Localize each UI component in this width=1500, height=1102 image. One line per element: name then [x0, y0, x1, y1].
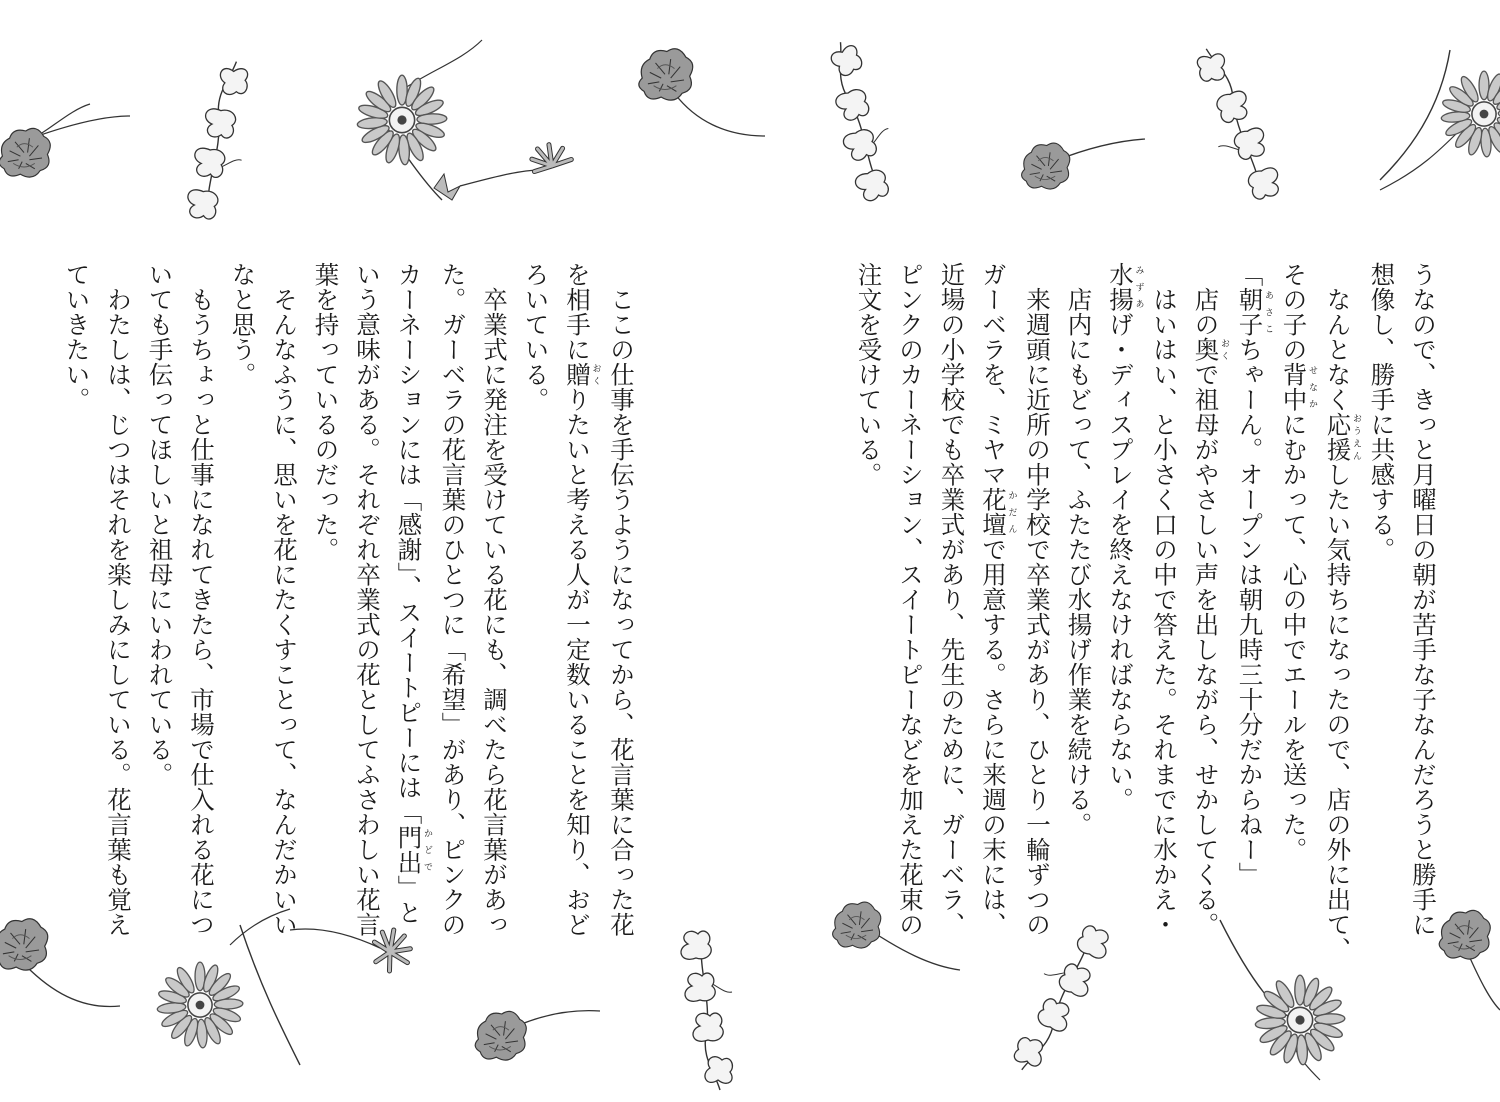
ruby-annotation: 朝子あさこ	[1235, 287, 1273, 337]
carnation-illustration	[995, 125, 1135, 205]
ruby-annotation: 応援おうえん	[1323, 412, 1361, 462]
text-line: もうちょっと仕事になれてきたら、市場で仕入れる花につ	[187, 262, 216, 937]
text-line: なんとなく応援おうえんしたい気持ちになったので、店の外に出て、	[1323, 262, 1361, 962]
text-line: そんなふうに、思いを花にたくすことって、なんだかいい	[270, 262, 299, 937]
text-line: はいはい、と小さく口の中で答えた。それまでに水かえ・	[1150, 262, 1179, 937]
sweetpea-illustration	[820, 28, 930, 198]
right-page	[750, 0, 1500, 1102]
carnation-illustration	[0, 100, 100, 200]
carnation-illustration	[0, 900, 110, 1020]
text-line: 水揚みずあげ・ディスプレイを終えなければならない。	[1106, 262, 1144, 812]
gerbera-small-illustration	[460, 140, 580, 200]
carnation-illustration	[615, 40, 755, 150]
text-line: 近場の小学校でも卒業式があり、先生のために、ガーベラ、	[937, 262, 967, 937]
ruby-annotation: 背中せなか	[1279, 362, 1317, 412]
text-line: その子の背中せなかにむかって、心の中でエールを送った。	[1279, 262, 1317, 862]
sweetpea-illustration	[1030, 915, 1150, 1085]
ruby-annotation: 水揚みずあ	[1106, 262, 1144, 312]
body-text	[56, 262, 642, 937]
text-line: いても手伝ってほしいと祖母にいわれている。	[145, 262, 175, 787]
text-line: 卒業式に発注を受けている花にも、調べたら花言葉があっ	[480, 262, 509, 937]
text-line: を相手に贈おくりたいと考える人が一定数いることを知り、おど	[563, 262, 601, 937]
ruby-annotation: 門出かどで	[394, 824, 432, 875]
text-line: ていきたい。	[62, 262, 92, 412]
sweetpea-illustration	[652, 920, 742, 1090]
text-line: カーネーションには「感謝」、スイートピーには「門出かどで」と	[394, 262, 432, 925]
text-line: いう意味がある。それぞれ卒業式の花としてふさわしい花言	[353, 262, 382, 937]
text-line: ガーベラを、ミヤマ花壇かだんで用意する。さらに来週の末には、	[979, 262, 1017, 937]
text-line: 「朝子あさこちゃーん。オープンは朝九時三十分だからねー」	[1235, 262, 1273, 887]
text-line: た。ガーベラの花言葉のひとつに「希望」があり、ピンクの	[438, 262, 468, 937]
sweetpea-illustration	[1190, 30, 1300, 200]
text-line: 注文を受けている。	[854, 262, 884, 487]
text-line: うなので、きっと月曜日の朝が苦手な子なんだろうと勝手に	[1409, 262, 1438, 937]
carnation-illustration	[450, 995, 600, 1075]
gerbera-illustration	[1370, 40, 1500, 190]
text-line: ピンクのカーネーション、スイートピーなどを加えた花束の	[896, 262, 925, 937]
text-line: 来週頭に近所の中学校で卒業式があり、ひとり一輪ずつの	[1023, 262, 1052, 937]
text-line: 店の奥おくで祖母がやさしい声を出しながら、せかしてくる。	[1191, 262, 1229, 937]
body-text	[848, 262, 1444, 962]
ruby-annotation: 花壇かだん	[979, 487, 1017, 537]
sweetpea-illustration	[168, 42, 258, 212]
text-line: 店内にもどって、ふたたび水揚げ作業を続ける。	[1064, 262, 1094, 837]
text-line: ろいている。	[521, 262, 551, 412]
text-line: 想像し、勝手に共感する。	[1367, 262, 1397, 562]
text-line: わたしは、じつはそれを楽しみにしている。花言葉も覚え	[104, 262, 133, 937]
ruby-annotation: 贈おく	[563, 362, 601, 387]
gerbera-illustration	[312, 30, 472, 210]
text-line: 葉を持っているのだった。	[311, 262, 341, 562]
ruby-annotation: 奥おく	[1191, 337, 1229, 362]
text-line: なと思う。	[228, 262, 258, 387]
text-line: ここの仕事を手伝うようになってから、花言葉に合った花	[607, 262, 636, 937]
